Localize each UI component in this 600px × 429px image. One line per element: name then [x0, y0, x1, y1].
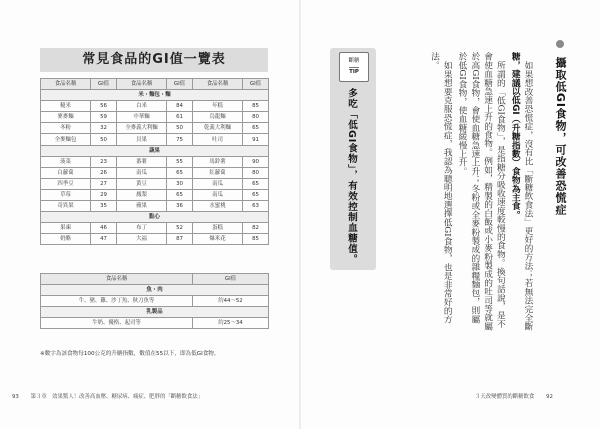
- section-row: [41, 212, 269, 223]
- table-title: 常見食品的GI值一覽表: [40, 48, 268, 72]
- section-heading-text: 攝取低GI食物，可改善恐慌症: [554, 56, 567, 216]
- bullet-icon: [556, 40, 564, 48]
- table-cell: 27: [91, 178, 117, 189]
- table-cell: 水蜜桃: [193, 201, 243, 212]
- table-cell: 糙米: [41, 101, 91, 112]
- table-cell: 四季豆: [41, 178, 91, 189]
- section-row: [41, 90, 269, 101]
- table-cell: 36: [167, 201, 193, 212]
- table-cell: 馬鈴薯: [193, 156, 243, 167]
- table-cell: 貝果: [117, 134, 167, 145]
- table-footnote: ※數字為該食物每100公克的升糖指數，數值在55以下，即為低GI食物。: [40, 351, 220, 357]
- section-title: 點心: [41, 212, 269, 223]
- emphasis-text: 糖，建議以低GI（升糖指數）食物為主食。: [510, 52, 521, 219]
- column-header: GI值: [193, 274, 269, 285]
- table-row: [41, 223, 269, 234]
- table-row: [41, 167, 269, 178]
- section-heading: [552, 40, 568, 216]
- section-title: 魚・肉: [41, 285, 269, 296]
- table-header-row: [41, 79, 269, 90]
- table-cell: 90: [243, 156, 269, 167]
- table-row: [41, 134, 269, 145]
- table-cell: 白米: [117, 101, 167, 112]
- table-cell: 75: [167, 134, 193, 145]
- table-cell: 草莓: [41, 189, 91, 200]
- gi-table-meat-dairy: [40, 273, 269, 329]
- table-cell: 約44～52: [193, 296, 269, 307]
- table-row: [41, 189, 269, 200]
- table-row: [41, 178, 269, 189]
- left-folio: [12, 392, 203, 400]
- table-cell: 全麥義大利麵: [117, 123, 167, 134]
- table-cell: 59: [91, 112, 117, 123]
- table-row: [41, 123, 269, 134]
- gi-table: [40, 78, 269, 245]
- table-cell: 84: [167, 101, 193, 112]
- table-cell: 65: [167, 167, 193, 178]
- table-cell: 50: [167, 123, 193, 134]
- tip-text: 多吃「低GI食物」，有效控制血糖值。: [346, 88, 357, 265]
- table-cell: 56: [91, 101, 117, 112]
- table-cell: 吐司: [193, 134, 243, 145]
- section-title: 米・麵包・麵: [41, 90, 269, 101]
- paragraph: 如果想要克服恐慌症，我認為聰明地選擇低GI食物，也是非常好的方法。: [429, 52, 453, 324]
- table-cell: 鳳梨: [117, 189, 167, 200]
- section-row: [41, 145, 269, 156]
- table-cell: 47: [91, 234, 117, 245]
- table-cell: 果凍: [41, 223, 91, 234]
- table-row: [41, 318, 269, 329]
- table-row: [41, 201, 269, 212]
- running-book-title: ３天改變體質的斷糖飲食: [475, 394, 535, 400]
- table-cell: 菠菜: [41, 156, 91, 167]
- table-cell: 蛋糕: [193, 223, 243, 234]
- table-row: [41, 112, 269, 123]
- table-cell: 全麥麵包: [41, 134, 91, 145]
- table-cell: 紅蘿蔔: [193, 167, 243, 178]
- column-header: 食品名稱: [41, 79, 91, 90]
- table-cell: 65: [243, 123, 269, 134]
- table-cell: 南瓜: [193, 178, 243, 189]
- column-header: GI值: [167, 79, 193, 90]
- running-chapter-title: 第３章 效果驚人！改善高血壓、糖尿病、痛症、肥胖的「斷糖飲食法」: [30, 394, 204, 400]
- table-cell: 52: [167, 223, 193, 234]
- table-cell: 中華麵: [117, 112, 167, 123]
- table-cell: 爆米花: [193, 234, 243, 245]
- tip-badge-bottom: TIP: [349, 69, 359, 75]
- table-cell: 蘋果: [117, 201, 167, 212]
- column-header: GI值: [243, 79, 269, 90]
- table-cell: 布丁: [117, 223, 167, 234]
- table-cell: 80: [243, 112, 269, 123]
- table-cell: 80: [243, 167, 269, 178]
- tip-badge: [339, 52, 369, 82]
- table-cell: 約25～34: [193, 318, 269, 329]
- table-row: [41, 296, 269, 307]
- body-text: [384, 52, 534, 332]
- table-row: [41, 156, 269, 167]
- table-cell: 冬粉: [41, 123, 91, 134]
- table-cell: 奇異果: [41, 201, 91, 212]
- table-cell: 黃豆: [117, 178, 167, 189]
- column-header: 食品名稱: [41, 274, 193, 285]
- table-row: [41, 234, 269, 245]
- column-header: 食品名稱: [117, 79, 167, 90]
- table-cell: 85: [243, 234, 269, 245]
- table-cell: 32: [91, 123, 117, 134]
- table-cell: 30: [167, 178, 193, 189]
- column-header: 食品名稱: [193, 79, 243, 90]
- table-cell: 50: [91, 134, 117, 145]
- table-cell: 65: [243, 189, 269, 200]
- tip-badge-top: 斷糖: [348, 58, 360, 64]
- section-row: [41, 307, 269, 318]
- table-cell: 大福: [117, 234, 167, 245]
- table-cell: 87: [167, 234, 193, 245]
- table-cell: 23: [91, 156, 117, 167]
- section-title: 乳製品: [41, 307, 269, 318]
- table-cell: 29: [91, 189, 117, 200]
- page-number: 92: [546, 394, 553, 400]
- paragraph: 如果想改善恐慌症，沒有比「斷糖飲食法」更好的方法；若無法完全斷糖，建議以低GI（升糖指數）食物為主食。: [510, 52, 533, 331]
- section-title: 蔬果: [41, 145, 269, 156]
- table-cell: 35: [91, 201, 117, 212]
- right-folio: [475, 392, 553, 400]
- table-cell: 麥麥麵: [41, 112, 91, 123]
- table-cell: 91: [243, 134, 269, 145]
- table-cell: 牛、豬、雞、沙丁魚、秋刀魚等: [41, 296, 193, 307]
- table-cell: 乾義大利麵: [193, 123, 243, 134]
- table-cell: 65: [243, 178, 269, 189]
- table-cell: 46: [91, 223, 117, 234]
- table-cell: 牛奶、優格、起司等: [41, 318, 193, 329]
- table-cell: 南瓜: [193, 189, 243, 200]
- table-cell: 白蘿蔔: [41, 167, 91, 178]
- table-cell: 85: [243, 101, 269, 112]
- table-cell: 55: [167, 156, 193, 167]
- page-number: 93: [12, 394, 19, 400]
- column-header: GI值: [91, 79, 117, 90]
- table-header-row: [41, 274, 269, 285]
- table-cell: 烏龍麵: [193, 112, 243, 123]
- book-gutter: [299, 0, 301, 429]
- table-cell: 26: [91, 167, 117, 178]
- paragraph: 所謂的「低GI食物」，是指糖分吸收速度較慢的食物。換句話說，是不會使血糖急速上升的食物。例如，精製的白飯或小麥粉製成的吐司等就屬於高GI食物，會使血糖急速上升；冬粉或全麥粉製成的雜糧麵包，則屬於低GI食物，使血糖緩慢上升。: [457, 52, 506, 331]
- table-cell: 南瓜: [117, 167, 167, 178]
- table-cell: 年糕: [193, 101, 243, 112]
- table-cell: 61: [167, 112, 193, 123]
- section-row: [41, 285, 269, 296]
- table-cell: 63: [243, 201, 269, 212]
- table-cell: 82: [243, 223, 269, 234]
- table-cell: 奶酪: [41, 234, 91, 245]
- table-row: [41, 101, 269, 112]
- table-cell: 65: [167, 189, 193, 200]
- table-cell: 番薯: [117, 156, 167, 167]
